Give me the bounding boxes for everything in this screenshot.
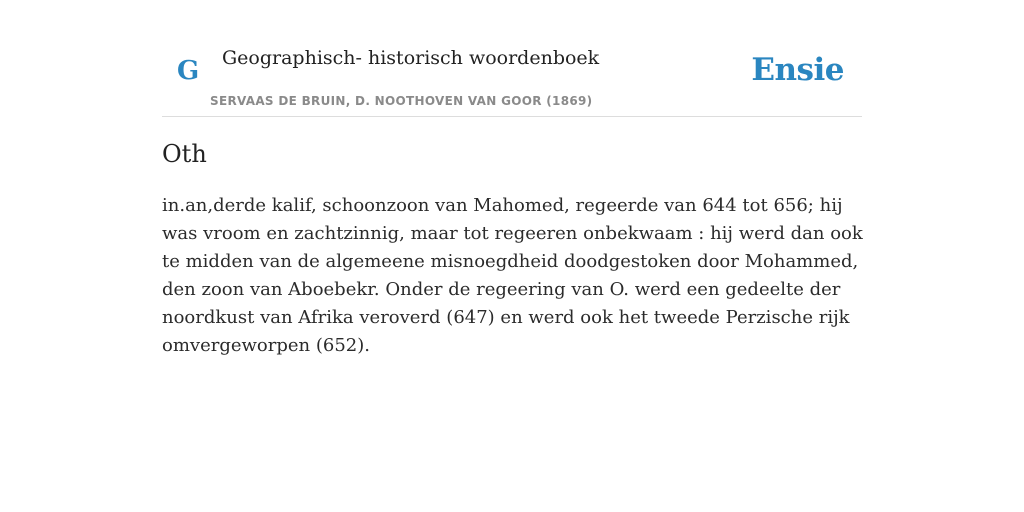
book-title-link[interactable]: Geographisch- historisch woordenboek bbox=[222, 47, 600, 69]
ensie-logo-link[interactable]: Ensie bbox=[751, 52, 844, 88]
entry-title: Oth bbox=[162, 140, 207, 168]
book-letter-icon[interactable]: G bbox=[177, 56, 200, 86]
book-author: SERVAAS DE BRUIN, D. NOOTHOVEN VAN GOOR (1869) bbox=[210, 94, 593, 108]
entry-definition: in.an,derde kalif, schoonzoon van Mahomed, regeerde van 644 tot 656; hij was vroom en zachtzinnig, maar tot regeeren onbekwaam : hij werd dan ook te midden van de algemeene misnoegdheid doodgestoken door Mohammed, den zoon van Aboebekr. Onder de regeering van O. werd een gedeelte der noordkust van Afrika veroverd (647) en werd ook het tweede Perzische rijk omvergeworpen (652). bbox=[162, 195, 863, 356]
book-header bbox=[162, 0, 862, 117]
